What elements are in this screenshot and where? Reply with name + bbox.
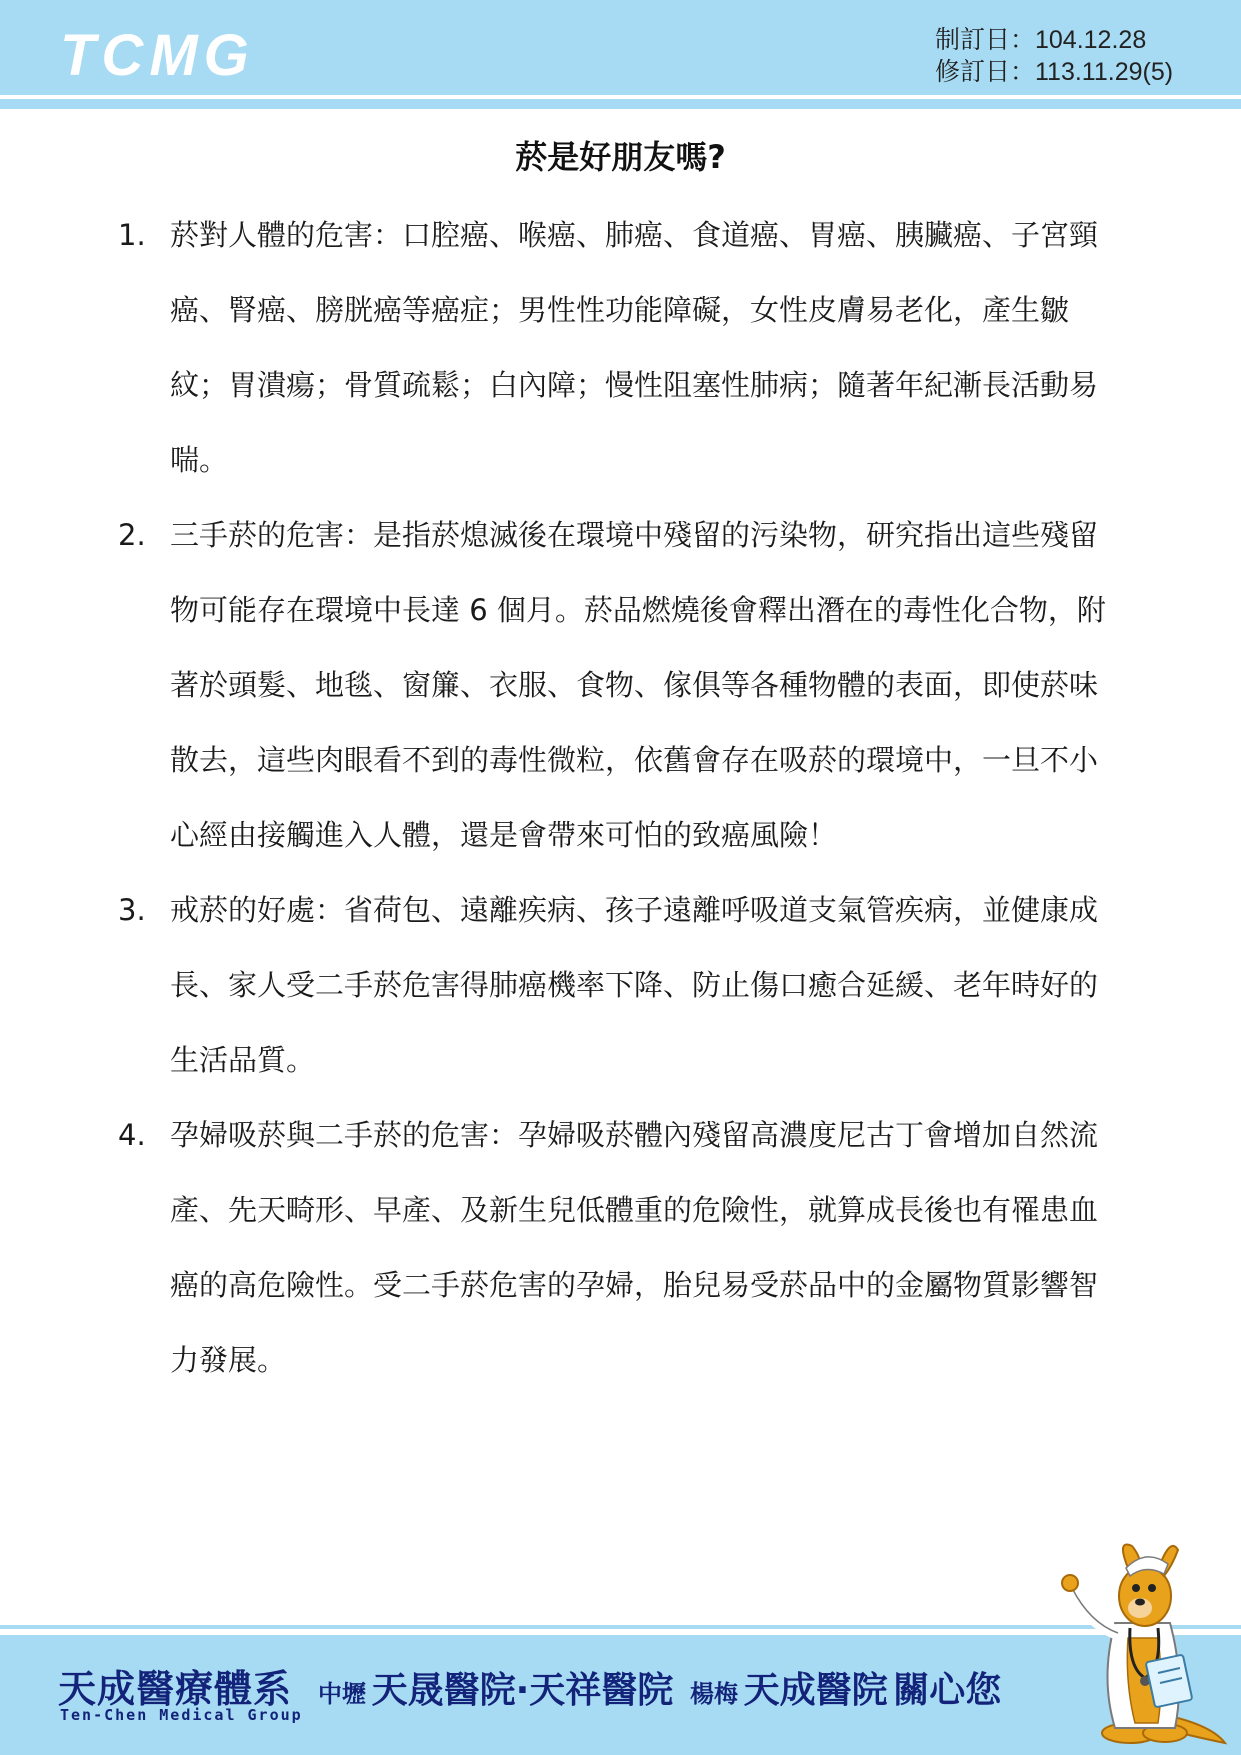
item-number: 1. <box>118 218 146 252</box>
item-number: 2. <box>118 518 146 552</box>
item-number: 4. <box>118 1118 146 1152</box>
item-number: 3. <box>118 893 146 927</box>
hospital-separator: · <box>515 1670 530 1711</box>
date-block <box>935 24 1195 88</box>
header-rule <box>0 99 1241 109</box>
group-name: 天成醫療體系 <box>58 1667 293 1711</box>
list-item <box>110 198 1110 498</box>
location-yangmei: 楊梅 <box>690 1680 739 1708</box>
header-band <box>0 0 1241 95</box>
kangaroo-mascot-icon <box>1060 1528 1230 1748</box>
tcmg-logo: TCMG <box>60 23 255 88</box>
group-name-en: Ten-Chen Medical Group <box>60 1706 303 1724</box>
list-item <box>110 498 1110 873</box>
item-text: 三手菸的危害：是指菸熄滅後在環境中殘留的污染物，研究指出這些殘留物可能存在環境中長達 6 個月。菸品燃燒後會釋出潛在的毒性化合物，附著於頭髮、地毯、窗簾、衣服、食物、傢俱等各種物體的表面，即使菸味散去，這些肉眼看不到的毒性微粒，依舊會存在吸菸的環境中，一旦不小心經由接觸進入人體，還是會帶來可怕的致癌風險！ <box>170 518 1106 852</box>
hospital-line <box>318 1662 1001 1713</box>
footer-rule <box>0 1625 1241 1629</box>
item-text: 菸對人體的危害：口腔癌、喉癌、肺癌、食道癌、胃癌、胰臟癌、子宮頸癌、腎癌、膀胱癌等癌症；男性性功能障礙，女性皮膚易老化，產生皺紋；胃潰瘍；骨質疏鬆；白內障；慢性阻塞性肺病；隨著年紀漸長活動易喘。 <box>170 218 1099 477</box>
hospital-tianxiang: 天祥醫院 <box>529 1670 674 1711</box>
content-list <box>110 198 1110 1398</box>
revised-date: 修訂日：113.11.29(5) <box>935 58 1174 86</box>
location-zhongli: 中壢 <box>318 1680 366 1708</box>
list-item <box>110 1098 1110 1398</box>
hospital-tiansheng: 天晟醫院 <box>371 1670 516 1711</box>
page-title: 菸是好朋友嗎? <box>515 138 726 176</box>
hospital-tiancheng: 天成醫院 <box>743 1670 888 1711</box>
item-text: 孕婦吸菸與二手菸的危害：孕婦吸菸體內殘留高濃度尼古丁會增加自然流產、先天畸形、早產、及新生兒低體重的危險性，就算成長後也有罹患血癌的高危險性。受二手菸危害的孕婦，胎兒易受菸品中的金屬物質影響智力發展。 <box>170 1118 1099 1377</box>
list-item <box>110 873 1110 1098</box>
established-date: 制訂日：104.12.28 <box>935 26 1147 54</box>
slogan: 關心您 <box>893 1670 1002 1711</box>
item-text: 戒菸的好處：省荷包、遠離疾病、孩子遠離呼吸道支氣管疾病，並健康成長、家人受二手菸危害得肺癌機率下降、防止傷口癒合延緩、老年時好的生活品質。 <box>170 893 1099 1077</box>
